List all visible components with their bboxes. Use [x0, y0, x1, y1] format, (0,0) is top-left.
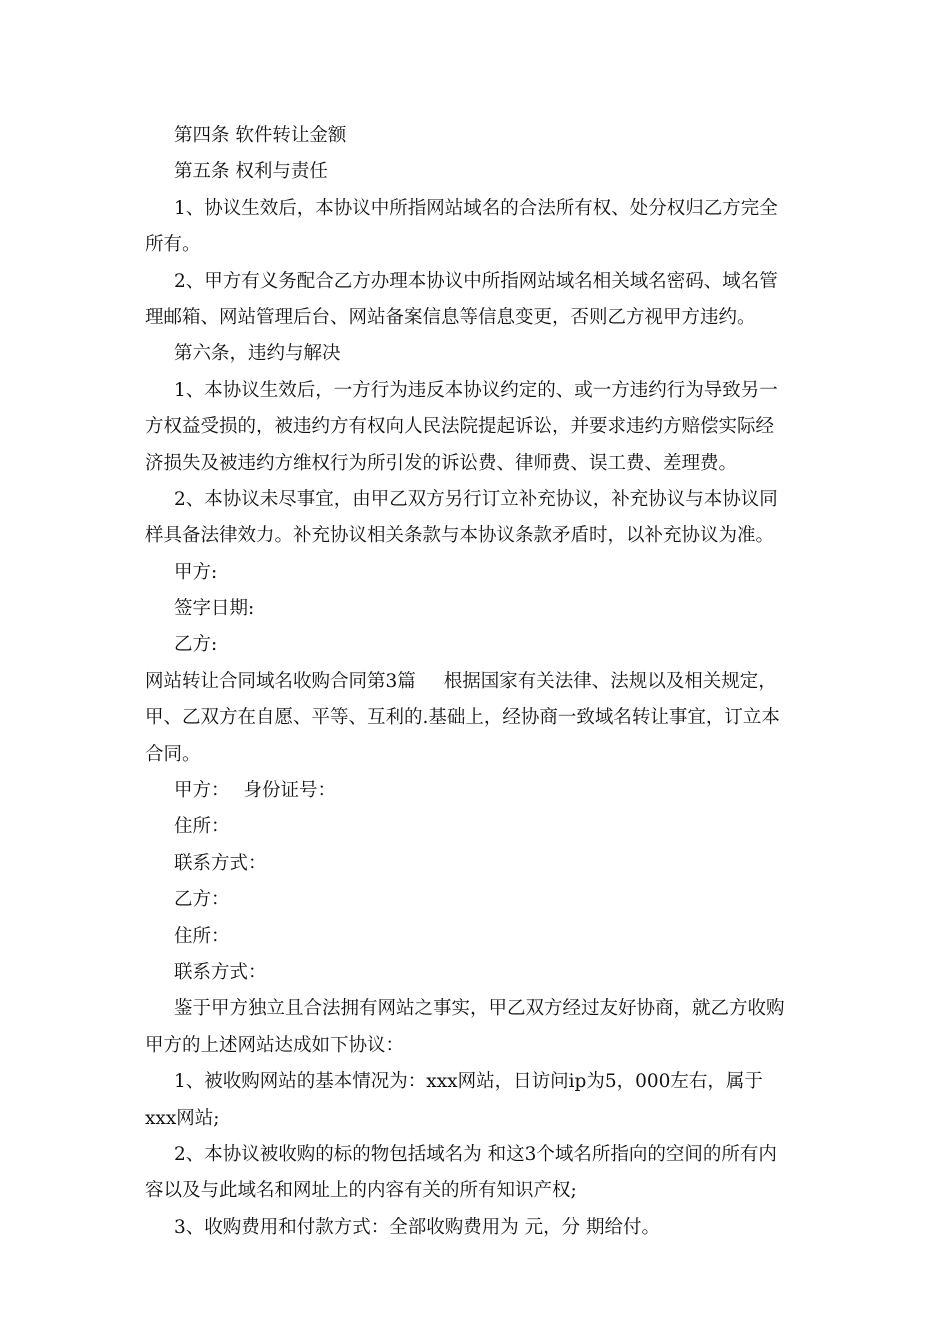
article-6-para-1-line-2: 方权益受损的，被违约方有权向人民法院提起诉讼，并要求违约方赔偿实际经: [145, 416, 775, 438]
article-5-para-1-line-1: 1、协议生效后，本协议中所指网站域名的合法所有权、处分权归乙方完全: [174, 197, 778, 219]
signature-party-b: 乙方:: [174, 634, 218, 656]
article-6-title: 第六条，违约与解决: [174, 343, 341, 365]
article-5-title: 第五条 权利与责任: [174, 161, 328, 183]
item-2-line-2: 容以及与此域名和网址上的内容有关的所有知识产权;: [145, 1180, 577, 1202]
part-3-heading-line: [145, 664, 810, 700]
item-2-line-1: 2、本协议被收购的标的物包括域名为 和这3个域名所指向的空间的所有内: [174, 1143, 777, 1165]
item-1-line-1: 1、被收购网站的基本情况为：xxx网站，日访问ip为5，000左右，属于: [174, 1071, 763, 1093]
party-b-contact: 联系方式：: [174, 961, 267, 983]
article-6-para-1-line-1: 1、本协议生效后，一方行为违反本协议约定的、或一方违约行为导致另一: [174, 379, 778, 401]
part-3-heading: 网站转让合同域名收购合同第3篇: [145, 670, 416, 692]
article-6-para-1-line-3: 济损失及被违约方维权行为所引发的诉讼费、律师费、误工费、差理费。: [145, 452, 738, 474]
article-6-para-2-line-2: 样具备法律效力。补充协议相关条款与本协议条款矛盾时，以补充协议为准。: [145, 525, 775, 547]
part-3-intro-line-3: 合同。: [145, 743, 201, 765]
item-3-line-1: 3、收购费用和付款方式：全部收购费用为 元，分 期给付。: [174, 1216, 661, 1238]
signature-date: 签字日期:: [174, 598, 255, 620]
article-5-para-2-line-1: 2、甲方有义务配合乙方办理本协议中所指网站域名相关域名密码、域名管: [174, 270, 778, 292]
party-a-label: 甲方：: [174, 780, 230, 802]
article-6-para-2-line-1: 2、本协议未尽事宜，由甲乙双方另行订立补充协议，补充协议与本协议同: [174, 488, 778, 510]
article-4-title: 第四条 软件转让金额: [174, 125, 347, 146]
whereas-line-1: 鉴于甲方独立且合法拥有网站之事实，甲乙双方经过友好协商，就乙方收购: [174, 998, 785, 1020]
party-a-address: 住所：: [174, 816, 230, 838]
part-3-intro-line-2: 甲、乙双方在自愿、平等、互利的.基础上，经协商一致域名转让事宜，订立本: [145, 707, 780, 729]
id-number-label: 身份证号：: [243, 780, 337, 802]
item-1-line-2: xxx网站;: [145, 1107, 220, 1129]
party-b-address: 住所：: [174, 925, 230, 947]
party-b-label: 乙方：: [174, 889, 230, 911]
whereas-line-2: 甲方的上述网站达成如下协议：: [145, 1034, 405, 1056]
party-a-line: [145, 773, 810, 809]
signature-party-a: 甲方:: [174, 561, 218, 583]
party-a-contact: 联系方式：: [174, 852, 267, 874]
part-3-intro-line-1: 根据国家有关法律、法规以及相关规定，: [443, 670, 777, 692]
document-body: [145, 118, 810, 1246]
article-5-para-2-line-2: 理邮箱、网站管理后台、网站备案信息等信息变更，否则乙方视甲方违约。: [145, 306, 756, 328]
article-5-para-1-line-2: 所有。: [145, 234, 201, 256]
